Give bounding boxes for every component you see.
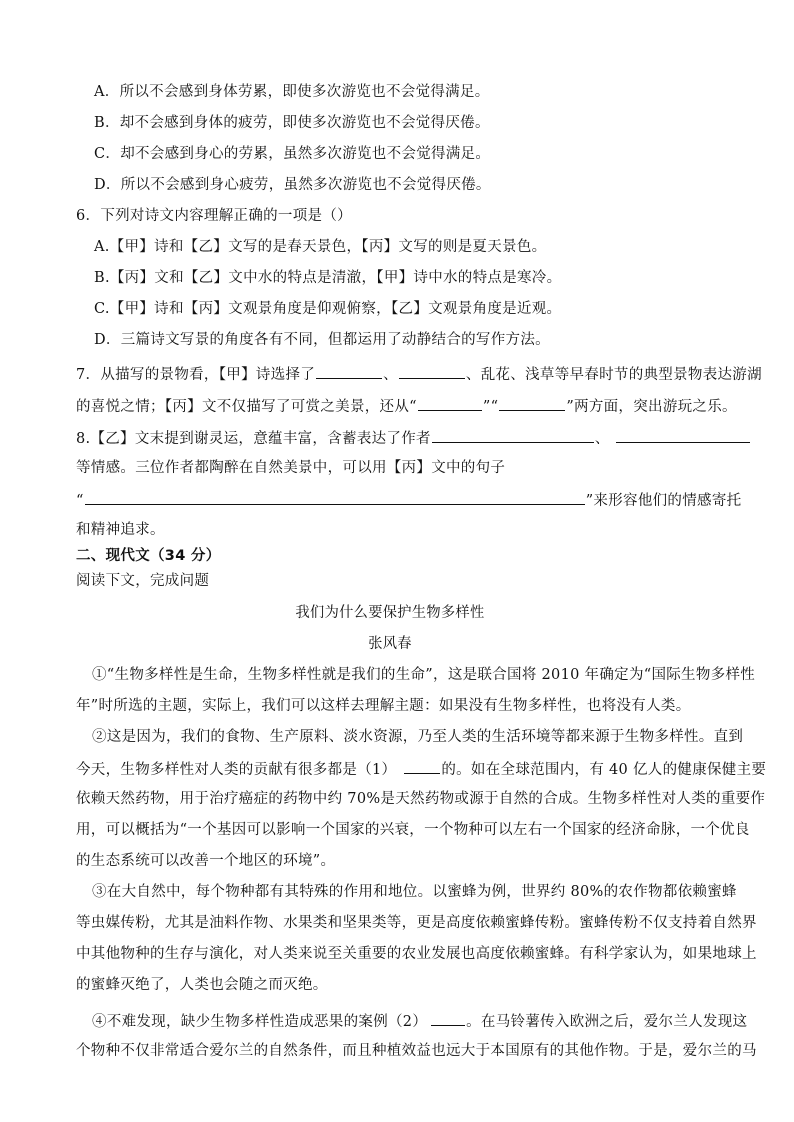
q6-option-a: A.【甲】诗和【乙】文写的是春天景色，【丙】文写的则是夏天景色。 <box>94 239 547 255</box>
q8-blank-3[interactable] <box>85 489 585 505</box>
q7-line-2 <box>76 395 737 417</box>
q5-option-c: C．却不会感到身心的劳累，虽然多次游览也不会觉得满足。 <box>94 146 491 162</box>
q7-blank-2[interactable] <box>399 363 465 379</box>
q8-blank-1[interactable] <box>432 427 594 443</box>
q7-text-1: 7．从描写的景物看，【甲】诗选择了 <box>76 367 316 383</box>
q8-line-1 <box>76 427 751 449</box>
q6-stem: 6．下列对诗文内容理解正确的一项是（） <box>76 208 352 224</box>
q8-line-2: 等情感。三位作者都陶醉在自然美景中，可以用【丙】文中的句子 <box>76 460 506 476</box>
q8-line-4: 和精神追求。 <box>76 522 165 538</box>
q8-text-4: ”来形容他们的情感寄托 <box>585 493 742 509</box>
paragraph-3-line-1: ③在大自然中，每个物种都有其特殊的作用和地位。以蜜蜂为例，世界约 80%的农作物都依赖蜜蜂 <box>92 884 737 900</box>
q7-text-6: ”两方面，突出游玩之乐。 <box>566 399 737 415</box>
q6-option-d: D．三篇诗文写景的角度各有不同，但都运用了动静结合的写作方法。 <box>94 332 550 348</box>
q6-option-c: C.【甲】诗和【丙】文观景角度是仰观俯察，【乙】文观景角度是近观。 <box>94 301 562 317</box>
q7-blank-4[interactable] <box>499 395 565 411</box>
q5-option-b: B．却不会感到身体的疲劳，即使多次游览也不会觉得厌倦。 <box>94 115 490 131</box>
paragraph-4-line-1 <box>92 1010 747 1032</box>
q8-text-2: 、 <box>594 431 610 447</box>
q8-blank-2[interactable] <box>616 427 750 443</box>
q7-text-3: 、乱花、浅草等早春时节的典型景物表达游湖 <box>465 367 762 383</box>
q5-option-d: D．所以不会感到身心疲劳，虽然多次游览也不会觉得厌倦。 <box>94 177 491 193</box>
q5-option-a: A．所以不会感到身体劳累，即使多次游览也不会觉得满足。 <box>94 84 490 100</box>
q8-text-3: “ <box>76 493 84 509</box>
q7-text-4: 的喜悦之情；【丙】文不仅描写了可赏之美景，还从“ <box>76 399 417 415</box>
paragraph-2-line-5: 的生态系统可以改善一个地区的环境”。 <box>76 853 336 869</box>
paragraph-2-line-3: 依赖天然药物，用于治疗癌症的药物中约 70%是天然药物或源于自然的合成。生物多样性对人类的重要作 <box>76 791 766 807</box>
q8-text-1: 8.【乙】文末提到谢灵运，意蕴丰富，含蓄表达了作者 <box>76 431 431 447</box>
paragraph-2-line-4: 用，可以概括为“一个基因可以影响一个国家的兴衰，一个物种可以左右一个国家的经济命脉，一个优良 <box>76 822 750 838</box>
paragraph-4-line-2: 个物种不仅非常适合爱尔兰的自然条件，而且种植效益也远大于本国原有的其他作物。于是，爱尔兰的马 <box>76 1043 757 1059</box>
paragraph-4-text-b: 。在马铃薯传入欧洲之后，爱尔兰人发现这 <box>466 1014 748 1030</box>
q7-text-2: 、 <box>383 367 398 383</box>
q8-line-3 <box>76 489 741 511</box>
paragraph-4-text-a: ④不难发现，缺少生物多样性造成恶果的案例（2） <box>92 1014 428 1030</box>
q7-line-1 <box>76 363 762 385</box>
section-heading: 二、现代文（34 分） <box>76 548 221 564</box>
q7-text-5: ”“ <box>482 399 499 415</box>
paragraph-1-line-2: 年”时所选的主题，实际上，我们可以这样去理解主题：如果没有生物多样性，也将没有人类。 <box>76 698 691 714</box>
blank-2[interactable] <box>431 1010 465 1026</box>
paragraph-3-line-2: 等虫媒传粉，尤其是油料作物、水果类和坚果类等，更是高度依赖蜜蜂传粉。蜜蜂传粉不仅支持着自然界 <box>76 915 757 931</box>
paragraph-3-line-4: 的蜜蜂灭绝了，人类也会随之而灭绝。 <box>76 977 328 993</box>
q7-blank-1[interactable] <box>316 363 382 379</box>
article-title: 我们为什么要保护生物多样性 <box>295 605 485 621</box>
paragraph-3-line-3: 中其他物种的生存与演化，对人类来说至关重要的农业发展也高度依赖蜜蜂。有科学家认为，如果地球上 <box>76 946 757 962</box>
article-author: 张风春 <box>368 636 412 652</box>
paragraph-2-line-2 <box>76 758 766 780</box>
section-instruction: 阅读下文，完成问题 <box>76 573 210 589</box>
q7-blank-3[interactable] <box>418 395 482 411</box>
paragraph-2-text-a: 今天，生物多样性对人类的贡献有很多都是（1） <box>76 762 397 778</box>
paragraph-2-line-1: ②这是因为，我们的食物、生产原料、淡水资源，乃至人类的生活环境等都来源于生物多样性。直到 <box>92 729 744 745</box>
paragraph-1-line-1: ①“生物多样性是生命，生物多样性就是我们的生命”，这是联合国将 2010 年确定为“国际生物多样性 <box>92 667 756 683</box>
paragraph-2-text-b: 的。如在全球范围内，有 40 亿人的健康保健主要 <box>441 762 767 778</box>
blank-1[interactable] <box>404 758 440 774</box>
q6-option-b: B.【丙】文和【乙】文中水的特点是清澈，【甲】诗中水的特点是寒冷。 <box>94 270 562 286</box>
